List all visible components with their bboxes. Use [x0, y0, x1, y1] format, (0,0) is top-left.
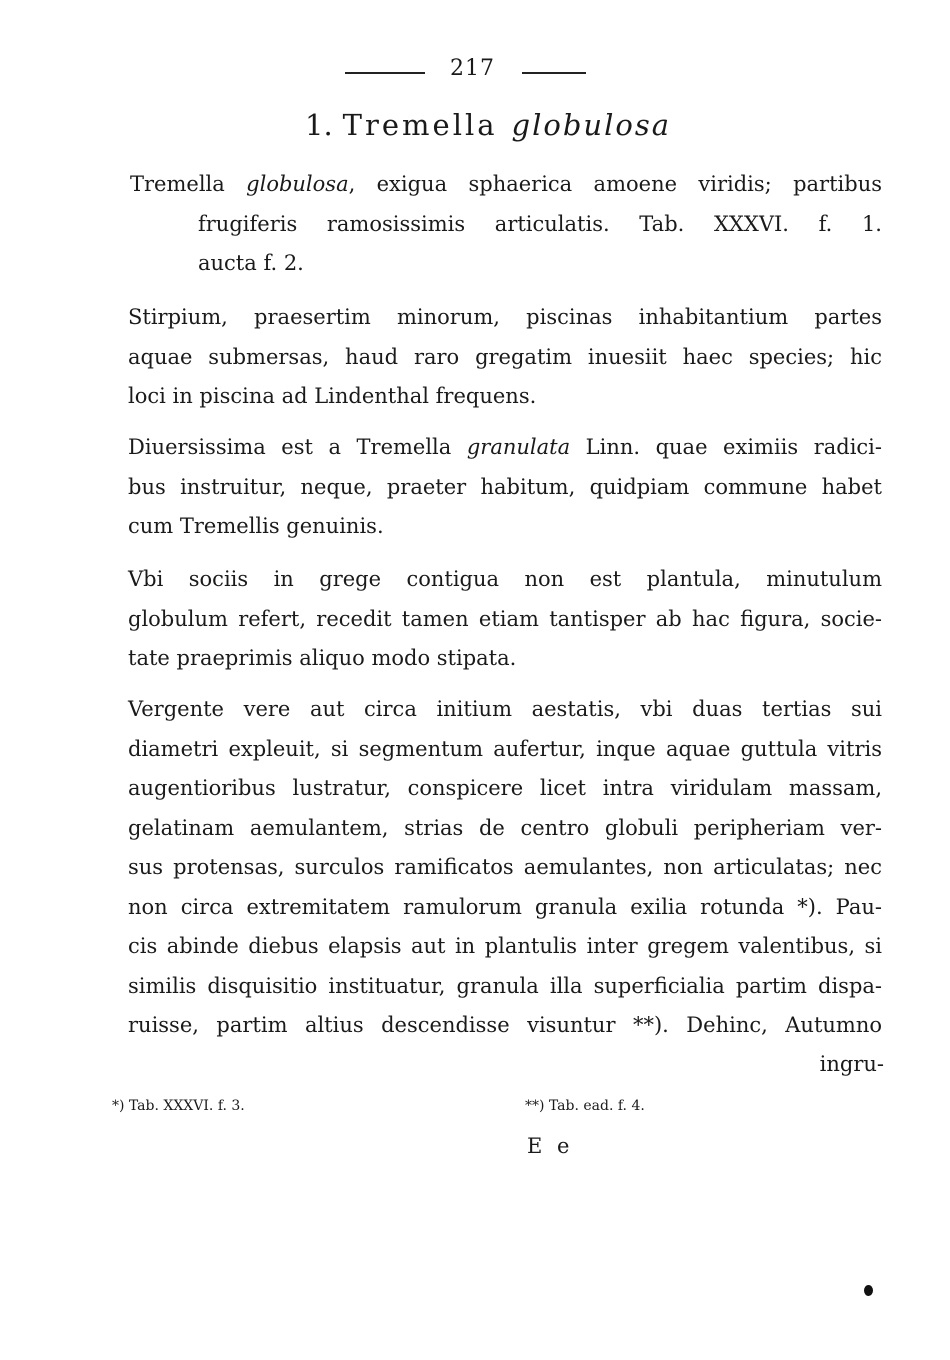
- signature-mark: E e: [527, 1134, 574, 1158]
- running-head-rule-right: [522, 72, 586, 74]
- paragraph-4-line: similis disquisitio instituatur, granula illa superficialia partim dispa-: [128, 973, 882, 998]
- paragraph-3-line: globulum refert, recedit tamen etiam tantisper ab hac figura, socie-: [128, 606, 882, 631]
- paragraph-4-line: gelatinam aemulantem, strias de centro globuli peripheriam ver-: [128, 815, 882, 840]
- paragraph-2-line: cum Tremellis genuinis.: [128, 514, 384, 538]
- paragraph-4-line: diametri expleuit, si segmentum aufertur, inque aquae guttula vitris: [128, 736, 882, 761]
- footnote-1: *) Tab. XXXVI. f. 3.: [112, 1098, 245, 1114]
- diagnosis-line-1: [130, 165, 882, 205]
- diagnosis-line-3: aucta f. 2.: [198, 251, 304, 275]
- paragraph-2-line: bus instruitur, neque, praeter habitum, quidpiam commune habet: [128, 474, 882, 499]
- heading-genus: Tremella: [342, 108, 498, 142]
- paragraph-1-line: aquae submersas, haud raro gregatim inuesiit haec species; hic: [128, 344, 882, 369]
- paragraph-4-line: augentioribus lustratur, conspicere licet intra viridulam massam,: [128, 776, 882, 800]
- p2-text-a: Diuersissima est a Tremella: [128, 435, 452, 459]
- catchword: ingru-: [819, 1052, 884, 1076]
- heading-number: 1.: [305, 108, 333, 142]
- paragraph-2-line: [70, 428, 882, 468]
- paragraph-3-line: tate praeprimis aliquo modo stipata.: [128, 646, 517, 670]
- diagnosis-line1-rest: , exigua sphaerica amoene viridis; partibus: [348, 172, 882, 196]
- paragraph-4-line: sus protensas, surculos ramificatos aemulantes, non articulatas; nec: [128, 855, 882, 879]
- heading-species: globulosa: [511, 108, 671, 142]
- paragraph-1-line: Stirpium, praesertim minorum, piscinas inhabitantium partes: [128, 305, 882, 329]
- paragraph-3: [70, 560, 882, 679]
- paragraph-4-line: non circa extremitatem ramulorum granula exilia rotunda *). Pau-: [128, 894, 882, 919]
- paragraph-2: [70, 428, 882, 547]
- paragraph-4-line: ruisse, partim altius descendisse visuntur **). Dehinc, Autumno: [128, 1013, 882, 1037]
- paragraph-4: [70, 690, 882, 1046]
- page-number: 217: [450, 56, 495, 81]
- paragraph-4-line: Vergente vere aut circa initium aestatis, vbi duas tertias sui: [128, 697, 882, 721]
- diagnosis-species: globulosa: [246, 172, 349, 196]
- ink-speck: [864, 1285, 873, 1296]
- diagnosis-paragraph: [130, 165, 882, 284]
- paragraph-1-line: loci in piscina ad Lindenthal frequens.: [128, 384, 537, 408]
- paragraph-3-line: Vbi sociis in grege contigua non est plantula, minutulum: [128, 567, 882, 591]
- diagnosis-line-2: frugiferis ramosissimis articulatis. Tab. XXXVI. f. 1.: [198, 211, 882, 236]
- species-heading: [305, 108, 671, 142]
- p2-species-granulata: granulata: [466, 435, 571, 459]
- p2-text-c: Linn. quae eximiis radici-: [585, 435, 882, 459]
- diagnosis-genus: Tremella: [130, 172, 225, 196]
- footnote-2: **) Tab. ead. f. 4.: [525, 1098, 645, 1114]
- paragraph-4-line: cis abinde diebus elapsis aut in plantulis inter gregem valentibus, si: [128, 934, 882, 958]
- running-head-rule-left: [345, 72, 425, 74]
- running-head: [340, 56, 590, 86]
- paragraph-1: [70, 298, 882, 417]
